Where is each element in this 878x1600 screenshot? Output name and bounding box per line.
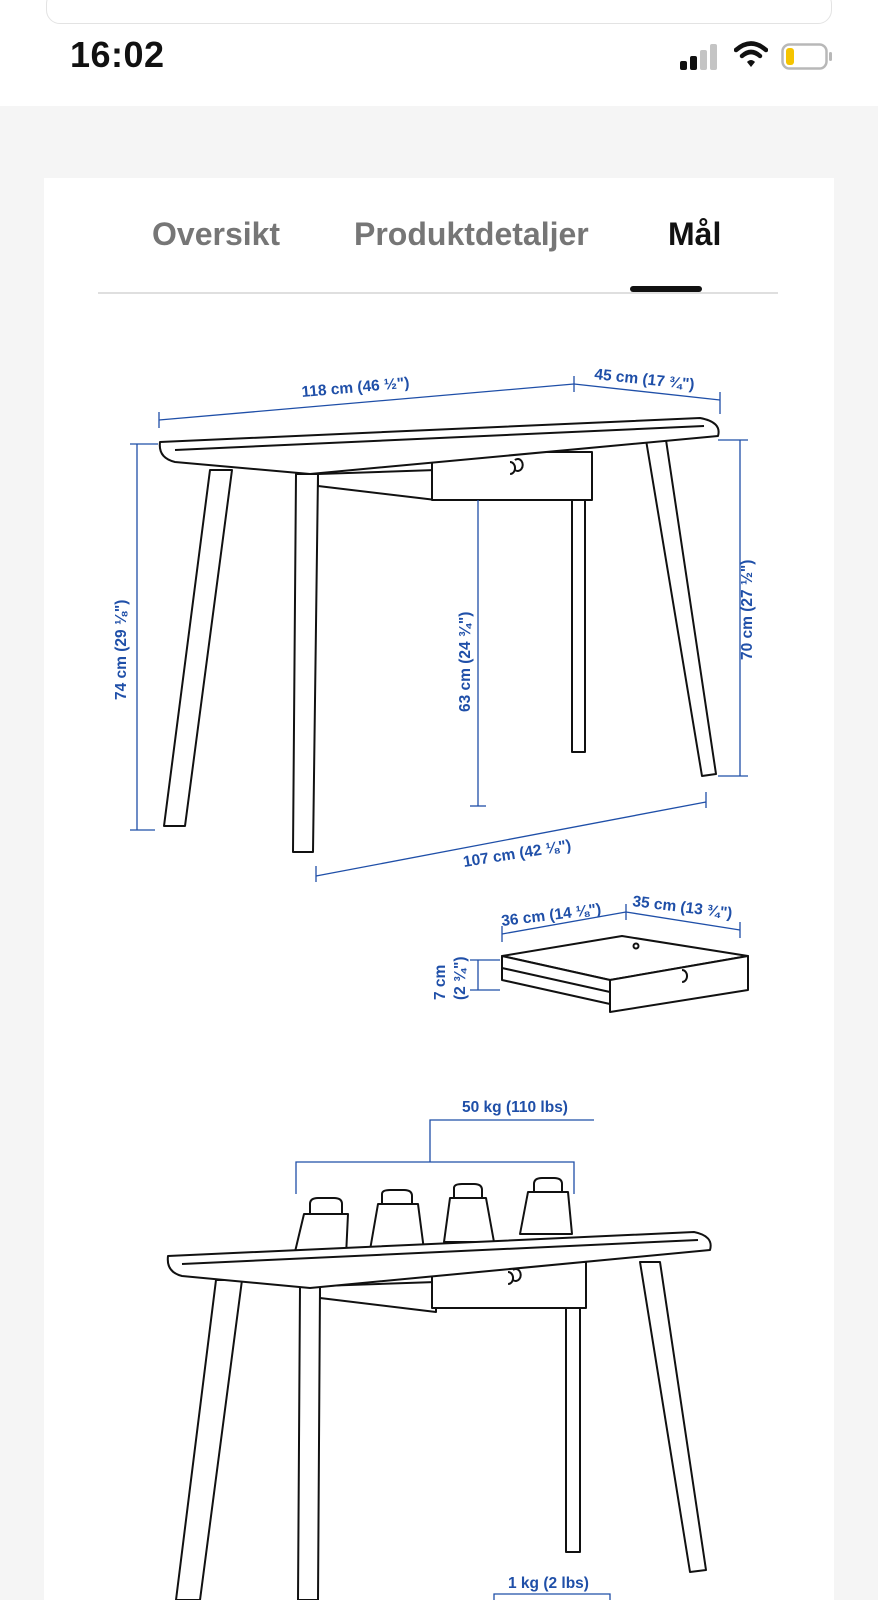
tab-oversikt[interactable]: Oversikt — [152, 216, 281, 252]
desk-apron — [318, 470, 436, 500]
dimension-drawer-height-cm: 7 cm — [432, 964, 449, 1000]
desk-illustration — [160, 418, 719, 852]
load-illustration — [168, 1120, 711, 1600]
front-left-leg — [164, 470, 232, 826]
back-right-leg — [646, 440, 716, 776]
tab-produktdetaljer[interactable]: Produktdetaljer — [354, 216, 589, 252]
tab-mal[interactable]: Mål — [668, 216, 722, 252]
dimension-height: 74 cm (29 ⅛") — [113, 599, 130, 700]
dimension-drawer-depth: 35 cm (13 ¾") — [631, 893, 734, 923]
weight-icon — [520, 1178, 572, 1234]
weight-icon — [444, 1184, 494, 1242]
dimension-between-legs: 107 cm (42 ⅛") — [461, 837, 573, 871]
weight-icon — [370, 1190, 424, 1250]
load-tabletop: 50 kg (110 lbs) — [462, 1099, 568, 1116]
dimension-height-under-top: 70 cm (27 ½") — [739, 559, 756, 660]
dimension-drawer-height-in: (2 ¾") — [452, 956, 469, 1000]
load-drawer: 1 kg (2 lbs) — [508, 1575, 589, 1592]
back-left-leg — [572, 470, 585, 752]
dimension-width: 118 cm (46 ½") — [300, 374, 411, 401]
front-right-leg — [293, 474, 318, 852]
dimension-depth: 45 cm (17 ¾") — [593, 366, 696, 394]
clock: 16:02 — [70, 34, 165, 75]
dimension-clearance: 63 cm (24 ¾") — [457, 611, 474, 712]
dimension-drawer-width: 36 cm (14 ⅛") — [500, 900, 603, 930]
